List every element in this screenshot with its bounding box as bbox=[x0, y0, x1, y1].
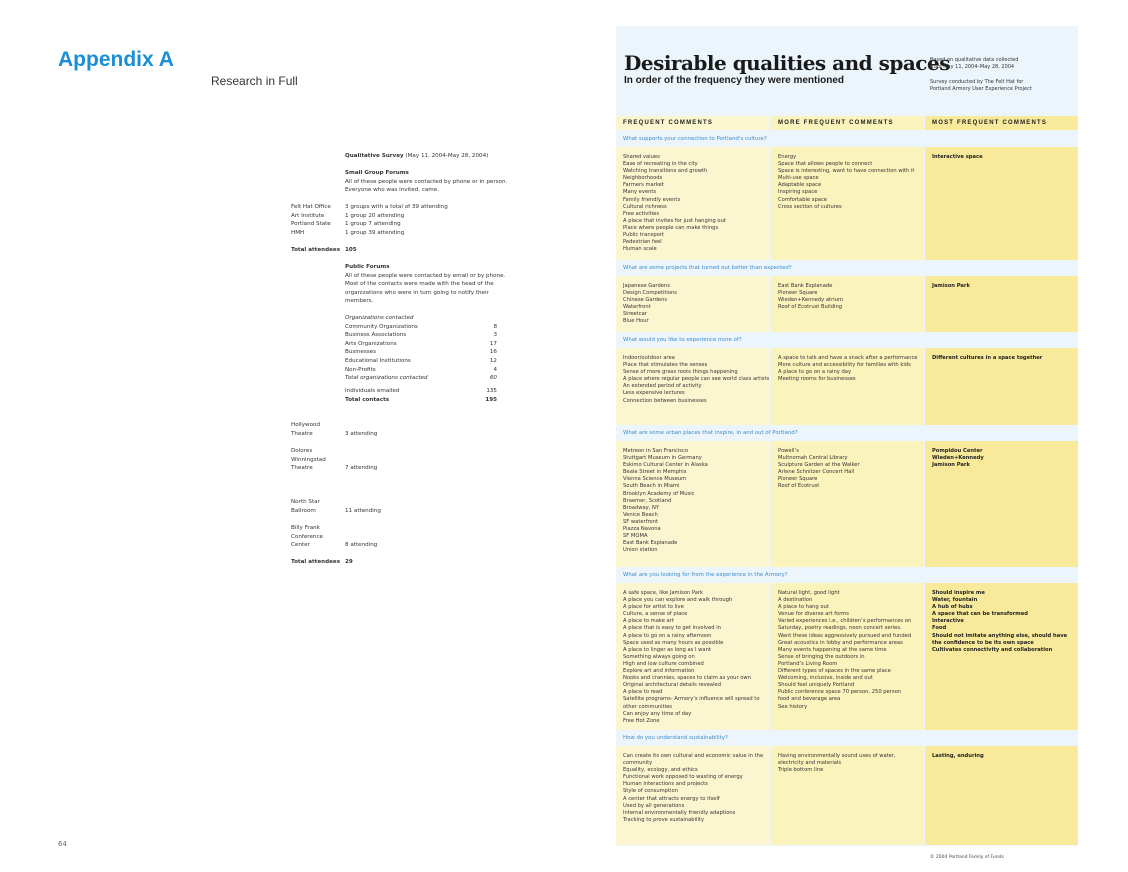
public-forums-heading: Public Forums bbox=[345, 264, 390, 270]
small-forums-desc-1: Everyone who was invited, came. bbox=[345, 187, 439, 194]
comment-item: Should not imitate anything else, should have bbox=[932, 632, 1068, 639]
comment-item: other communities bbox=[623, 703, 672, 710]
comment-item: Blue Hour bbox=[623, 318, 649, 325]
comment-item: East Bank Esplanade bbox=[623, 540, 678, 547]
comment-item: Arlene Schnitzer Concert Hall bbox=[778, 469, 855, 476]
appendix-subtitle: Research in Full bbox=[211, 74, 298, 88]
comment-item: Free Hot Zone bbox=[623, 717, 660, 724]
org-value: 16 bbox=[489, 349, 497, 356]
section-col2-cell bbox=[771, 348, 924, 425]
total2-label: Total attendees bbox=[291, 559, 341, 565]
section-col1-cell bbox=[616, 276, 770, 332]
comment-item: A place you can explore and walk through bbox=[623, 597, 733, 604]
comment-item: A place for artist to live bbox=[623, 604, 684, 611]
org-value: 8 bbox=[493, 323, 497, 330]
venue-label: Theatre bbox=[291, 430, 313, 437]
venue-label: Theatre bbox=[291, 465, 313, 472]
comment-item: Farmers market bbox=[623, 182, 664, 189]
comment-item: Want these ideas aggressively pursued and funded bbox=[778, 632, 912, 639]
total1-label: Total attendees bbox=[291, 247, 341, 253]
total2-value: 29 bbox=[345, 559, 353, 565]
comment-item: Venue for diverse art forms bbox=[778, 611, 849, 618]
org-label: Community Organizations bbox=[345, 323, 418, 330]
comment-item: Wieden+Kennedy bbox=[932, 455, 984, 462]
comment-item: Culture, a sense of place bbox=[623, 611, 688, 618]
comment-item: Triple bottom line bbox=[778, 767, 824, 774]
comment-item: A destination bbox=[778, 597, 813, 604]
comment-item: Water, fountain bbox=[932, 597, 978, 604]
org-label: Business Associations bbox=[345, 332, 407, 339]
comment-item: Stuttgart Museum in Germany bbox=[623, 455, 702, 462]
venue-label: Hollywood bbox=[291, 422, 321, 428]
section-col2-cell bbox=[771, 441, 924, 567]
org-label: Businesses bbox=[345, 349, 377, 356]
small-forums-heading: Small Group Forums bbox=[345, 170, 409, 176]
note-line-3: Survey conducted by The Felt Hat for bbox=[930, 79, 1024, 85]
comment-item: Different types of spaces in the same place bbox=[778, 668, 891, 675]
comment-item: A place that is easy to get involved in bbox=[623, 625, 721, 632]
comment-item: Roof of Ecotrust Building bbox=[778, 304, 843, 311]
comment-item: Indoor/outdoor area bbox=[623, 355, 675, 361]
page-number: 64 bbox=[58, 840, 67, 848]
section-col3-cell bbox=[925, 441, 1078, 567]
comment-item: Braemer, Scotland bbox=[623, 497, 672, 504]
comment-item: Jamison Park bbox=[932, 283, 970, 289]
comment-item: Meeting rooms for businesses bbox=[778, 376, 856, 383]
comment-item: A place to read bbox=[623, 689, 663, 696]
comment-item: Great acoustics in lobby and performance areas bbox=[778, 639, 903, 646]
comment-item: South Beach in Miami bbox=[623, 483, 680, 490]
venue-value: 3 attending bbox=[345, 430, 378, 437]
copyright: © 2004 Portland Family of Funds bbox=[930, 855, 1004, 860]
comment-item: Family friendly events bbox=[623, 196, 681, 203]
comment-item: Something always going on bbox=[623, 653, 695, 660]
comment-item: A place that invites for just hanging out bbox=[623, 217, 726, 224]
comment-item: Equality, ecology, and ethics bbox=[623, 767, 698, 774]
public-forums-desc-line: members. bbox=[345, 298, 374, 305]
small-forums-desc-0: All of these people were contacted by phone or in person. bbox=[345, 178, 508, 185]
comment-item: Wieden+Kennedy atrium bbox=[778, 297, 844, 304]
comment-item: food and beverage area bbox=[778, 696, 841, 703]
section-col3-cell bbox=[925, 348, 1078, 425]
venue-label: Billy Frank bbox=[291, 525, 320, 531]
appendix-title: Appendix A bbox=[58, 48, 174, 71]
comment-item: Many events bbox=[623, 189, 657, 196]
comment-item: Space is interesting, want to have connection with it bbox=[778, 168, 915, 175]
header-more-frequent: MORE FREQUENT COMMENTS bbox=[771, 116, 924, 130]
comment-item: Design Competitions bbox=[623, 290, 678, 297]
comment-item: Public transport bbox=[623, 232, 664, 239]
comment-item: Explore art and information bbox=[623, 668, 695, 675]
venue-value: 7 attending bbox=[345, 465, 378, 472]
comment-item: Cultivates connectivity and collaboration bbox=[932, 646, 1053, 653]
org-label: Educational Institutions bbox=[345, 358, 411, 364]
public-forums-desc-line: All of these people were contacted by email or by phone. bbox=[345, 272, 506, 279]
section-question: What would you like to experience more of? bbox=[623, 337, 742, 343]
org-label: Arts Organizations bbox=[345, 340, 397, 347]
comment-item: Used by all generations bbox=[623, 802, 685, 809]
comment-item: Saturday, poetry readings, noon concert series. bbox=[778, 625, 902, 632]
comment-item: Less expensive lectures bbox=[623, 390, 685, 397]
section-question: How do you understand sustainability? bbox=[623, 735, 728, 741]
note-line-1: Based on qualitative data collected bbox=[930, 57, 1019, 63]
comment-item: Neighborhoods bbox=[623, 175, 663, 182]
comment-item: Brooklyn Academy of Music bbox=[623, 490, 695, 497]
survey-heading bbox=[345, 152, 488, 161]
contacts-label: Total contacts bbox=[345, 396, 390, 403]
comment-item: Pedestrian feel bbox=[623, 239, 662, 246]
comment-item: Natural light, good light bbox=[778, 590, 840, 596]
venue-label: Ballroom bbox=[291, 507, 316, 514]
small-forum-value: 1 group 7 attending bbox=[345, 221, 401, 228]
comment-item: electricity and materials bbox=[778, 760, 842, 767]
small-forum-label: HMH bbox=[291, 229, 305, 236]
org-label: Non-Profits bbox=[345, 366, 376, 373]
comment-item: A place to go on a rainy afternoon bbox=[623, 632, 712, 639]
section-col1-cell bbox=[616, 348, 770, 425]
section-question: What supports your connection to Portland’s culture? bbox=[623, 136, 767, 142]
comment-item: Waterfront bbox=[623, 304, 651, 311]
comment-item: Jamison Park bbox=[932, 462, 970, 469]
comment-item: Tracking to prove sustainability bbox=[623, 816, 705, 823]
comment-item: Shared values bbox=[623, 154, 660, 160]
comment-item: Lasting, enduring bbox=[932, 753, 984, 759]
comment-item: Place where people can make things bbox=[623, 224, 719, 231]
section-col2-cell bbox=[771, 147, 924, 260]
comment-item: Should feel uniquely Portland bbox=[778, 682, 855, 689]
venue-label: Center bbox=[291, 542, 310, 549]
small-forum-value: 1 group 20 attending bbox=[345, 212, 405, 219]
comment-item: Nooks and crannies, spaces to claim as your own bbox=[623, 675, 751, 682]
comment-item: Different cultures in a space together bbox=[932, 355, 1043, 361]
comment-item: Sense of bringing the outdoors in bbox=[778, 653, 865, 660]
comment-item: Many events happening at the same time bbox=[778, 646, 887, 653]
section-col2-cell bbox=[771, 746, 924, 845]
comment-item: A space that can be transformed bbox=[932, 611, 1028, 618]
comment-item: A place to go on a rainy day bbox=[778, 369, 852, 376]
section-col3-cell bbox=[925, 746, 1078, 845]
section-col1-cell bbox=[616, 583, 770, 730]
comment-item: Food bbox=[932, 625, 947, 632]
comment-item: Varied experiences i.e., children’s performances on bbox=[778, 618, 912, 625]
section-col1-cell bbox=[616, 746, 770, 845]
comment-item: Pioneer Square bbox=[778, 476, 818, 483]
comment-item: High and low culture combined bbox=[623, 660, 704, 667]
section-col2-cell bbox=[771, 583, 924, 730]
comment-item: A hub of hubs bbox=[932, 604, 973, 611]
comment-item: Beale Street in Memphis bbox=[623, 469, 687, 476]
comment-item: Energy bbox=[778, 154, 797, 160]
comment-item: the confidence to be its own space bbox=[932, 639, 1034, 646]
comment-item: Broadway, NY bbox=[623, 504, 660, 511]
comment-item: Satellite programs- Armory’s influence will spread to bbox=[623, 696, 760, 703]
comment-item: Cultural richness bbox=[623, 203, 667, 210]
comment-item: SF waterfront bbox=[623, 518, 659, 525]
comment-item: Connection between businesses bbox=[623, 397, 707, 404]
total1-value: 105 bbox=[345, 247, 357, 253]
section-col1-cell bbox=[616, 441, 770, 567]
small-forum-value: 1 group 39 attending bbox=[345, 229, 405, 236]
comment-item: A safe space, like Jamison Park bbox=[623, 590, 704, 596]
note-line-4: Portland Armory User Experience Project bbox=[930, 85, 1032, 92]
comment-item: Sculpture Garden at the Walker bbox=[778, 462, 860, 469]
comment-item: Comfortable space bbox=[778, 196, 827, 203]
orgs-heading: Organizations contacted bbox=[345, 315, 414, 321]
header-most-frequent: MOST FREQUENT COMMENTS bbox=[925, 116, 1078, 130]
comment-item: Streetcar bbox=[623, 311, 647, 318]
orgs-total-label: Total organizations contacted bbox=[345, 375, 428, 382]
comment-item: Vienna Science Museum bbox=[623, 476, 687, 483]
org-value: 12 bbox=[489, 358, 497, 364]
comment-item: East Bank Esplanade bbox=[778, 283, 833, 289]
section-col1-cell bbox=[616, 147, 770, 260]
comment-item: Watching transitions and growth bbox=[623, 168, 708, 175]
comment-item: Multi-use space bbox=[778, 175, 819, 182]
venue-label: Dolores bbox=[291, 448, 313, 454]
section-col2-cell bbox=[771, 276, 924, 332]
section-col3-cell bbox=[925, 276, 1078, 332]
comment-item: Pompidou Center bbox=[932, 448, 983, 454]
section-col3-cell bbox=[925, 147, 1078, 260]
comment-item: community bbox=[623, 760, 653, 767]
emailed-value: 135 bbox=[486, 388, 497, 394]
comment-item: An extended period of activity bbox=[623, 383, 702, 390]
comment-item: Space that allows people to connect bbox=[778, 161, 873, 168]
header-frequent: FREQUENT COMMENTS bbox=[616, 116, 770, 130]
comment-item: Roof of Ecotrust bbox=[778, 483, 820, 490]
comment-item: Having environmentally sound uses of water, bbox=[778, 753, 896, 759]
section-col3-cell bbox=[925, 583, 1078, 730]
comment-item: Place that stimulates the senses bbox=[623, 362, 708, 369]
venue-label: North Star bbox=[291, 499, 320, 505]
comment-item: See history bbox=[778, 703, 808, 710]
venue-value: 8 attending bbox=[345, 542, 378, 549]
comment-item: Welcoming, inclusive, inside and out bbox=[778, 675, 873, 682]
comment-item: Human scale bbox=[623, 246, 657, 253]
comment-item: Japanese Gardens bbox=[623, 283, 670, 289]
section-question: What are some projects that turned out better than expected? bbox=[623, 265, 792, 271]
page-subtitle: In order of the frequency they were mentioned bbox=[624, 75, 845, 86]
small-forum-label: Art Institute bbox=[291, 212, 325, 219]
comment-item: A place to hang out bbox=[778, 604, 829, 611]
comment-item: Piazza Navona bbox=[623, 526, 661, 533]
comment-item: Interactive space bbox=[932, 154, 983, 160]
survey-dates: (May 11, 2004-May 28, 2004) bbox=[405, 153, 489, 159]
comment-item: Ease of recreating in the city bbox=[623, 161, 698, 168]
comment-item: Metreon in San Francisco bbox=[623, 448, 689, 454]
comment-item: Chinese Gardens bbox=[623, 297, 668, 304]
comment-item: Style of consumption bbox=[623, 788, 678, 795]
small-forum-value: 3 groups with a total of 39 attending bbox=[345, 204, 448, 210]
emailed-label: Individuals emailed bbox=[345, 388, 400, 394]
comment-item: Inspiring space bbox=[778, 189, 818, 196]
contacts-value: 195 bbox=[485, 396, 497, 403]
venue-label: Conference bbox=[291, 533, 323, 540]
comment-item: Can enjoy any time of day bbox=[623, 710, 692, 717]
comment-item: Internal environmentally friendly adaptions bbox=[623, 809, 736, 816]
comment-item: Pioneer Square bbox=[778, 290, 818, 297]
comment-item: Public conference space 70 person, 250 person bbox=[778, 689, 902, 696]
small-forum-label: Felt Hat Office bbox=[291, 204, 331, 210]
section-question: What are you looking for from the experience in the Armory? bbox=[623, 572, 788, 578]
comment-item: Portland’s Living Room bbox=[778, 660, 838, 667]
orgs-total-value: 60 bbox=[489, 375, 497, 382]
org-value: 4 bbox=[493, 366, 497, 373]
small-forum-label: Portland State bbox=[291, 221, 331, 228]
org-value: 17 bbox=[489, 340, 497, 347]
comment-item: Eskimo Cultural Center in Alaska bbox=[623, 462, 708, 469]
public-forums-desc-line: Most of the contacts were made with the head of the bbox=[345, 281, 494, 288]
org-value: 3 bbox=[493, 332, 497, 339]
survey-title: Qualitative Survey bbox=[345, 153, 404, 159]
comment-item: Free activities bbox=[623, 210, 660, 217]
comment-item: Should inspire me bbox=[932, 590, 985, 596]
comment-item: Multnomah Central Library bbox=[778, 455, 848, 462]
comment-item: Sense of more grass roots things happening bbox=[623, 369, 738, 376]
comment-item: Union station bbox=[623, 547, 658, 554]
comment-item: Human interactions and projects bbox=[623, 781, 708, 788]
comment-item: Powell’s bbox=[778, 448, 799, 454]
public-forums-desc-line: organizations who were in turn going to notify their bbox=[345, 289, 489, 296]
venue-value: 11 attending bbox=[345, 507, 381, 514]
comment-item: Cross section of cultures bbox=[778, 203, 842, 210]
section-question: What are some urban places that inspire, in and out of Portland? bbox=[623, 430, 798, 436]
comment-item: Venice Beach bbox=[623, 511, 658, 518]
venue-label: Winningstad bbox=[291, 456, 326, 463]
page-title: Desirable qualities and spaces bbox=[624, 51, 950, 75]
comment-item: SF MOMA bbox=[623, 533, 648, 540]
comment-item: Functional work opposed to wasting of energy bbox=[623, 774, 743, 781]
comment-item: A place where regular people can see world class artists bbox=[623, 376, 770, 383]
comment-item: Can create its own cultural and economic value in the bbox=[623, 753, 764, 759]
comment-item: A space to talk and have a snack after a performance bbox=[778, 355, 918, 361]
comment-item: A place to make art bbox=[623, 618, 674, 625]
comment-item: Adaptable space bbox=[778, 182, 822, 189]
comment-item: More culture and accessibility for families with kids bbox=[778, 362, 911, 369]
comment-item: Interactive bbox=[932, 618, 964, 625]
comment-item: A place to linger as long as I want bbox=[623, 646, 711, 653]
comment-item: A center that attracts energy to itself bbox=[623, 795, 720, 802]
comment-item: Space used as many hours as possible bbox=[623, 639, 724, 646]
comment-item: Original architectural details revealed bbox=[623, 682, 722, 689]
note-line-2: from May 11, 2004–May 28, 2004 bbox=[930, 63, 1015, 70]
